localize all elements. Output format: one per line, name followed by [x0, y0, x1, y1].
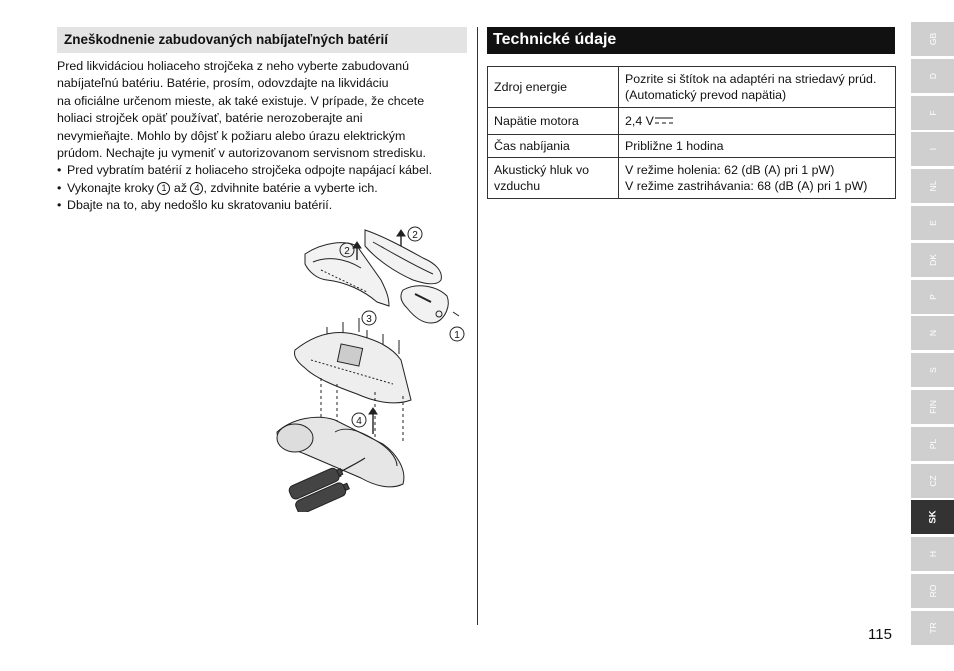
table-row	[488, 67, 896, 108]
language-tab-n[interactable]	[911, 316, 954, 350]
language-tab-e[interactable]	[911, 206, 954, 240]
language-tab-d[interactable]	[911, 59, 954, 93]
battery-removal-illustration	[265, 222, 475, 512]
language-tab-label: D	[927, 72, 938, 79]
table-cell-value: Približne 1 hodina	[619, 135, 896, 158]
paragraph-line: holiaci strojček opäť používať, batérie nerozoberajte ani	[57, 111, 363, 126]
table-cell-key: Zdroj energie	[488, 67, 619, 108]
language-tab-label: I	[927, 148, 938, 151]
illustration-label: 2	[344, 246, 350, 257]
dc-current-icon	[655, 117, 673, 124]
language-tab-s[interactable]	[911, 353, 954, 387]
language-tab-label: RO	[927, 584, 938, 598]
paragraph-line: prúdom. Nechajte ju vymeniť v autorizovanom servisnom stredisku.	[57, 146, 426, 161]
step-number-badge: 4	[190, 182, 203, 195]
language-tab-label: H	[927, 551, 938, 558]
table-cell-value: Pozrite si štítok na adaptéri na striedavý prúd. (Automatický prevod napätia)	[619, 67, 896, 108]
language-tab-cz[interactable]	[911, 464, 954, 498]
section-title: Technické údaje	[493, 31, 617, 48]
table-cell-key: Akustický hluk vo vzduchu	[488, 158, 619, 199]
language-tab-tr[interactable]	[911, 611, 954, 645]
language-tab-label: E	[927, 220, 938, 226]
language-tab-i[interactable]	[911, 132, 954, 166]
language-tab-nl[interactable]	[911, 169, 954, 203]
language-tab-dk[interactable]	[911, 243, 954, 277]
paragraph-line: nabíjateľnú batériu. Batérie, prosím, odovzdajte na likvidáciu	[57, 76, 389, 91]
language-tabs	[911, 22, 954, 648]
table-cell-value: V režime holenia: 62 (dB (A) pri 1 pW) V režime zastrihávania: 68 (dB (A) pri 1 pW)	[619, 158, 896, 199]
paragraph-line: Pred likvidáciou holiaceho strojčeka z neho vyberte zabudovanú	[57, 59, 409, 73]
table-row	[488, 158, 896, 199]
language-tab-label: CZ	[927, 474, 938, 487]
list-item: • Dbajte na to, aby nedošlo ku skratovaniu batérií.	[57, 197, 467, 214]
table-row	[488, 135, 896, 158]
language-tab-ro[interactable]	[911, 574, 954, 608]
page-number: 115	[868, 626, 892, 643]
language-tab-label: N	[927, 330, 938, 337]
instruction-list	[57, 162, 467, 214]
language-tab-label: TR	[927, 622, 938, 634]
paragraph-line: na oficiálne určenom mieste, ak také existuje. V prípade, že chcete	[57, 93, 425, 108]
language-tab-label: P	[927, 293, 938, 300]
language-tab-p[interactable]	[911, 280, 954, 314]
list-item: • Pred vybratím batérií z holiaceho strojčeka odpojte napájací kábel.	[57, 162, 467, 179]
table-cell-key: Napätie motora	[488, 108, 619, 135]
language-tab-label: DK	[927, 253, 938, 266]
step-number-badge: 1	[157, 182, 170, 195]
language-tab-label: NL	[927, 180, 938, 192]
section-header-technical-data	[487, 27, 895, 54]
table-cell-key: Čas nabíjania	[488, 135, 619, 158]
illustration-label: 1	[454, 330, 460, 341]
paragraph-line: nevymieňajte. Mohlo by dôjsť k požiaru alebo úrazu elektrickým	[57, 128, 406, 143]
language-tab-pl[interactable]	[911, 427, 954, 461]
illustration-label: 4	[356, 416, 362, 427]
language-tab-label: S	[927, 367, 938, 374]
language-tab-sk[interactable]	[911, 500, 954, 534]
column-divider	[477, 27, 478, 625]
battery-disposal-text	[57, 58, 467, 215]
illustration-label: 3	[366, 314, 372, 325]
section-header-battery-disposal	[57, 27, 467, 53]
table-row	[488, 108, 896, 135]
technical-data-table	[487, 66, 896, 199]
table-cell-value: 2,4 V	[619, 108, 896, 135]
section-title: Zneškodnenie zabudovaných nabíjateľných batérií	[64, 32, 389, 47]
language-tab-label: FIN	[927, 400, 938, 414]
language-tab-label: F	[927, 109, 938, 116]
language-tab-label: PL	[927, 438, 938, 449]
language-tab-gb[interactable]	[911, 22, 954, 56]
language-tab-h[interactable]	[911, 537, 954, 571]
list-item: • Vykonajte kroky 1 až 4 , zdvihnite batérie a vyberte ich.	[57, 180, 467, 197]
language-tab-f[interactable]	[911, 96, 954, 130]
language-tab-label: GB	[927, 32, 938, 46]
illustration-label: 2	[412, 230, 418, 241]
language-tab-fin[interactable]	[911, 390, 954, 424]
language-tab-label: SK	[927, 510, 938, 524]
